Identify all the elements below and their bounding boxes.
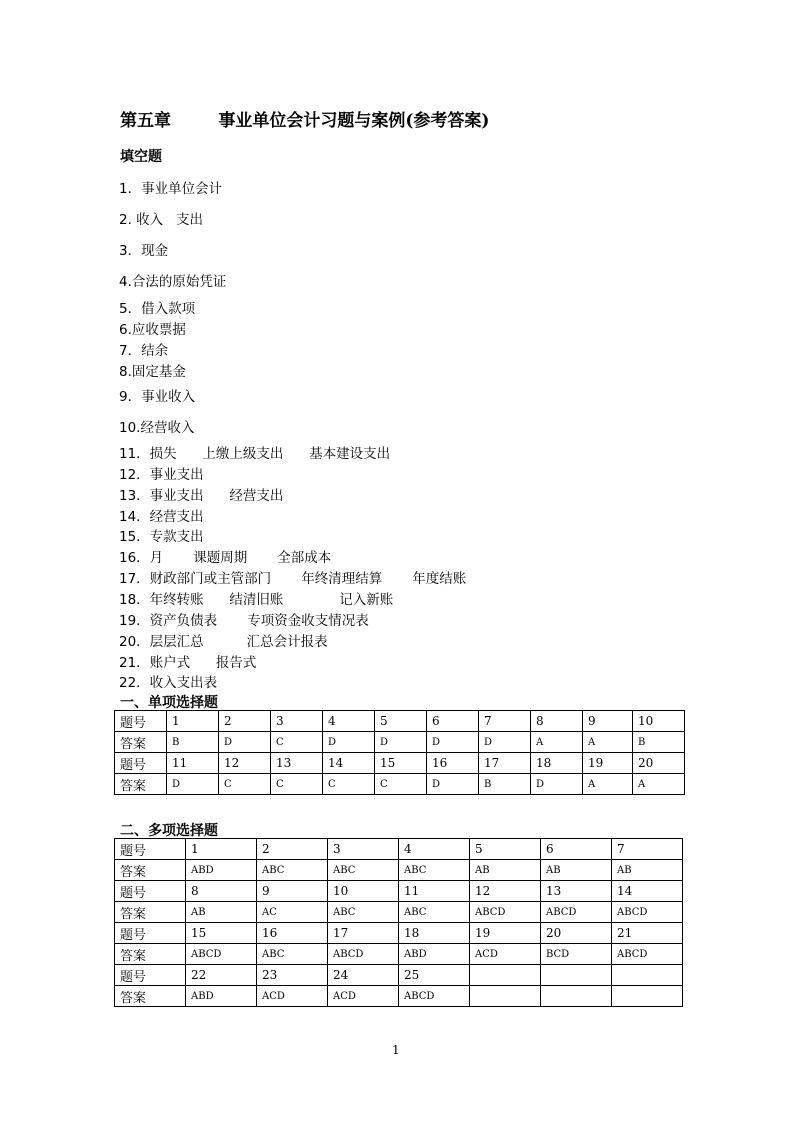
- question-number-cell: 1: [167, 711, 219, 732]
- answer-cell: A: [583, 732, 633, 753]
- question-number-cell: 2: [219, 711, 271, 732]
- answer-cell: ABC: [399, 860, 470, 881]
- question-number-cell: 10: [633, 711, 685, 732]
- table-row: [115, 774, 685, 795]
- answer-cell: C: [323, 774, 375, 795]
- answer-cell: D: [323, 732, 375, 753]
- question-number-cell: 2: [257, 839, 328, 860]
- question-number-cell: 11: [399, 881, 470, 902]
- fill-blank-item: 4.合法的原始凭证: [119, 274, 227, 290]
- answer-cell: ACD: [470, 944, 541, 965]
- question-number-cell: 20: [541, 923, 612, 944]
- answer-cell: ABC: [399, 902, 470, 923]
- answer-cell: A: [531, 732, 583, 753]
- fill-blank-item: 1．事业单位会计: [119, 181, 223, 197]
- question-number-cell: 13: [271, 753, 323, 774]
- question-number-cell: 24: [328, 965, 399, 986]
- answer-cell: ABCD: [399, 986, 470, 1007]
- fill-blank-item: 8.固定基金: [119, 364, 186, 380]
- question-number-cell: 25: [399, 965, 470, 986]
- question-number-cell: 17: [328, 923, 399, 944]
- question-number-cell: 12: [470, 881, 541, 902]
- answer-cell: ABD: [186, 986, 257, 1007]
- answer-cell: ABCD: [186, 944, 257, 965]
- table-row: [115, 881, 683, 902]
- table-row: [115, 860, 683, 881]
- question-number-cell: 6: [541, 839, 612, 860]
- question-number-cell: 21: [612, 923, 683, 944]
- answer-cell: ABC: [257, 944, 328, 965]
- row-header-cell: 题号: [115, 753, 167, 774]
- answer-cell: A: [633, 774, 685, 795]
- answer-cell: D: [375, 732, 427, 753]
- answer-cell: C: [375, 774, 427, 795]
- table-row: [115, 902, 683, 923]
- question-number-cell: 3: [271, 711, 323, 732]
- answer-cell: ACD: [328, 986, 399, 1007]
- fill-blank-item: 16．月 课题周期 全部成本: [119, 550, 332, 566]
- fill-blank-item: 22．收入支出表: [119, 675, 218, 691]
- question-number-cell: 1: [186, 839, 257, 860]
- question-number-cell: 11: [167, 753, 219, 774]
- fill-blank-item: 20．层层汇总 汇总会计报表: [119, 634, 328, 650]
- fill-blank-item: 21．账户式 报告式: [119, 655, 257, 671]
- row-header-cell: 题号: [115, 881, 186, 902]
- answer-cell: [541, 986, 612, 1007]
- answer-cell: ABCD: [612, 944, 683, 965]
- question-number-cell: 9: [257, 881, 328, 902]
- answer-cell: ABCD: [470, 902, 541, 923]
- page-number: 1: [392, 1043, 400, 1057]
- table-row: [115, 986, 683, 1007]
- row-header-cell: 答案: [115, 986, 186, 1007]
- question-number-cell: 23: [257, 965, 328, 986]
- fill-blank-item: 10.经营收入: [119, 420, 195, 436]
- table-row: [115, 732, 685, 753]
- answer-cell: D: [427, 732, 479, 753]
- answer-cell: ABC: [328, 902, 399, 923]
- question-number-cell: 5: [470, 839, 541, 860]
- answer-cell: AB: [186, 902, 257, 923]
- question-number-cell: 16: [427, 753, 479, 774]
- answer-cell: ABCD: [612, 902, 683, 923]
- question-number-cell: 18: [531, 753, 583, 774]
- answer-cell: A: [583, 774, 633, 795]
- answer-cell: [470, 986, 541, 1007]
- answer-cell: C: [271, 774, 323, 795]
- fill-blank-item: 15．专款支出: [119, 529, 204, 545]
- fill-blank-item: 13．事业支出 经营支出: [119, 488, 284, 504]
- question-number-cell: 8: [186, 881, 257, 902]
- answer-cell: D: [427, 774, 479, 795]
- answer-cell: ABCD: [541, 902, 612, 923]
- answer-cell: AB: [541, 860, 612, 881]
- question-number-cell: 14: [612, 881, 683, 902]
- question-number-cell: 10: [328, 881, 399, 902]
- fill-blank-item: 5．借入款项: [119, 301, 196, 317]
- fill-blank-heading: 填空题: [120, 149, 162, 165]
- answer-cell: ABC: [328, 860, 399, 881]
- multi-choice-heading: 二、多项选择题: [120, 823, 218, 839]
- question-number-cell: 5: [375, 711, 427, 732]
- question-number-cell: [470, 965, 541, 986]
- question-number-cell: 14: [323, 753, 375, 774]
- row-header-cell: 答案: [115, 902, 186, 923]
- table-row: [115, 753, 685, 774]
- single-choice-table: [114, 710, 685, 795]
- question-number-cell: 9: [583, 711, 633, 732]
- question-number-cell: 15: [186, 923, 257, 944]
- question-number-cell: 20: [633, 753, 685, 774]
- question-number-cell: 4: [399, 839, 470, 860]
- row-header-cell: 答案: [115, 732, 167, 753]
- fill-blank-item: 3．现金: [119, 243, 169, 259]
- row-header-cell: 题号: [115, 923, 186, 944]
- fill-blank-item: 14．经营支出: [119, 509, 204, 525]
- question-number-cell: 16: [257, 923, 328, 944]
- question-number-cell: 19: [583, 753, 633, 774]
- table-row: [115, 711, 685, 732]
- table-row: [115, 923, 683, 944]
- answer-cell: B: [167, 732, 219, 753]
- single-choice-heading: 一、单项选择题: [120, 695, 218, 711]
- question-number-cell: [541, 965, 612, 986]
- question-number-cell: 15: [375, 753, 427, 774]
- row-header-cell: 答案: [115, 944, 186, 965]
- fill-blank-item: 17．财政部门或主管部门 年终清理结算 年度结账: [119, 571, 467, 587]
- answer-cell: BCD: [541, 944, 612, 965]
- multi-choice-table: [114, 838, 683, 1007]
- question-number-cell: [612, 965, 683, 986]
- row-header-cell: 答案: [115, 774, 167, 795]
- answer-cell: ABCD: [328, 944, 399, 965]
- answer-cell: D: [219, 732, 271, 753]
- question-number-cell: 3: [328, 839, 399, 860]
- question-number-cell: 12: [219, 753, 271, 774]
- fill-blank-item: 6.应收票据: [119, 322, 186, 338]
- table-row: [115, 965, 683, 986]
- answer-cell: ACD: [257, 986, 328, 1007]
- answer-cell: D: [531, 774, 583, 795]
- answer-cell: D: [479, 732, 531, 753]
- question-number-cell: 17: [479, 753, 531, 774]
- question-number-cell: 18: [399, 923, 470, 944]
- question-number-cell: 22: [186, 965, 257, 986]
- question-number-cell: 7: [612, 839, 683, 860]
- answer-cell: C: [219, 774, 271, 795]
- fill-blank-item: 12．事业支出: [119, 467, 204, 483]
- question-number-cell: 8: [531, 711, 583, 732]
- answer-cell: B: [633, 732, 685, 753]
- question-number-cell: 19: [470, 923, 541, 944]
- row-header-cell: 题号: [115, 839, 186, 860]
- fill-blank-item: 19．资产负债表 专项资金收支情况表: [119, 613, 369, 629]
- fill-blank-item: 9．事业收入: [119, 389, 196, 405]
- row-header-cell: 题号: [115, 711, 167, 732]
- answer-cell: ABC: [257, 860, 328, 881]
- row-header-cell: 题号: [115, 965, 186, 986]
- answer-cell: AB: [612, 860, 683, 881]
- page-title: 第五章 事业单位会计习题与案例(参考答案): [120, 111, 490, 131]
- question-number-cell: 13: [541, 881, 612, 902]
- answer-cell: [612, 986, 683, 1007]
- fill-blank-item: 2. 收入 支出: [119, 212, 204, 228]
- answer-cell: D: [167, 774, 219, 795]
- question-number-cell: 7: [479, 711, 531, 732]
- question-number-cell: 6: [427, 711, 479, 732]
- answer-cell: AC: [257, 902, 328, 923]
- table-row: [115, 839, 683, 860]
- row-header-cell: 答案: [115, 860, 186, 881]
- fill-blank-item: 7．结余: [119, 343, 169, 359]
- answer-cell: AB: [470, 860, 541, 881]
- table-row: [115, 944, 683, 965]
- fill-blank-item: 18．年终转账 结清旧账 记入新账: [119, 592, 394, 608]
- answer-cell: ABD: [186, 860, 257, 881]
- fill-blank-item: 11．损失 上缴上级支出 基本建设支出: [119, 446, 391, 462]
- answer-cell: C: [271, 732, 323, 753]
- answer-cell: B: [479, 774, 531, 795]
- answer-cell: ABD: [399, 944, 470, 965]
- question-number-cell: 4: [323, 711, 375, 732]
